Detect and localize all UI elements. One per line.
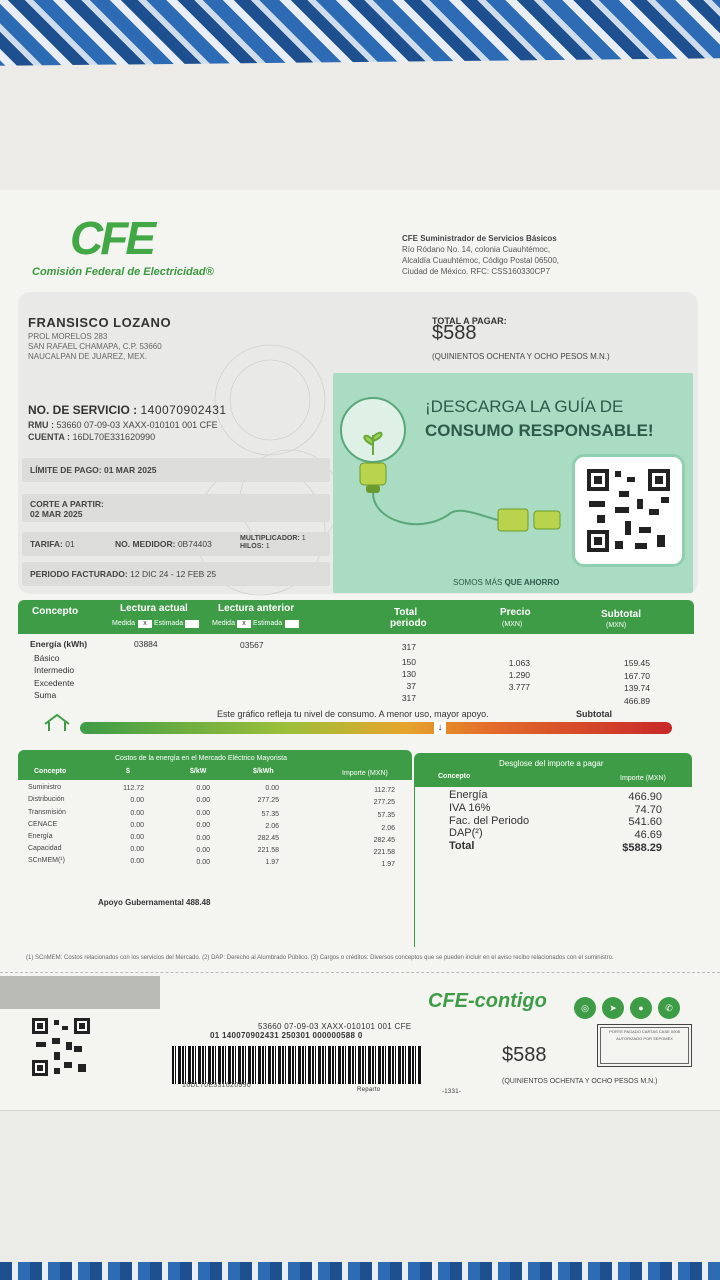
col-lectura-anterior: Lectura anterior <box>218 603 295 614</box>
postage-stamp <box>597 1024 692 1067</box>
consumption-message: Este gráfico refleja tu nivel de consumo. A menor uso, mayor apoyo. <box>217 709 489 719</box>
periodo <box>30 569 216 579</box>
promo-line-1: ¡DESCARGA LA GUÍA DE <box>425 397 624 416</box>
multiplicador <box>240 535 306 551</box>
postage-stamp-text: PORTE PAGADO CARTAS CASE 0008 AUTORIZADO POR SEPOMEX <box>600 1027 689 1064</box>
hilos-label: HILOS: <box>240 543 264 550</box>
actual-medida: Medida <box>112 620 135 627</box>
service-number-label: NO. DE SERVICIO : <box>28 403 138 417</box>
col-lectura-actual: Lectura actual <box>120 603 188 614</box>
stub-total-amount: $588 <box>502 1044 547 1066</box>
web-icon[interactable]: ◎ <box>574 997 596 1019</box>
bill-lower-fold <box>0 1110 720 1262</box>
supplier-address-1: Río Ródano No. 14, colonia Cuauhtémoc, <box>402 245 551 254</box>
row-precio: 1.063 <box>508 658 530 668</box>
costs-col-kw: $/kW <box>190 768 207 775</box>
cost-row-concepto: Energía <box>28 833 53 840</box>
cost-row-importe: 221.58 <box>373 849 395 856</box>
actual-medida-check: x <box>138 620 152 628</box>
row-subtotal: 139.74 <box>624 683 650 693</box>
hilos-value: 1 <box>265 543 270 550</box>
cost-row-kwh: 221.58 <box>257 847 279 854</box>
telegram-icon[interactable]: ➤ <box>602 997 624 1019</box>
cost-row-kwh: 0.00 <box>265 785 279 792</box>
tear-line <box>0 972 720 973</box>
desglose-divider <box>414 787 415 947</box>
cuenta-label: CUENTA : <box>28 432 70 442</box>
stub-qr-code-icon <box>30 1016 92 1078</box>
medidor-value: 0B74403 <box>177 539 212 549</box>
desglose-col-concepto: Concepto <box>438 773 471 780</box>
total-amount: $588 <box>432 322 477 344</box>
cost-row-pesos: 112.72 <box>123 785 144 792</box>
supplier-info <box>402 233 612 277</box>
cost-row-importe: 57.35 <box>377 812 395 819</box>
customer-name: FRANSISCO LOZANO <box>28 315 172 330</box>
costs-col-pesos: $ <box>126 768 130 775</box>
cost-row-kwh: 277.25 <box>257 797 279 804</box>
desglose-row-label: IVA 16% <box>449 802 491 814</box>
apoyo-gubernamental: Apoyo Gubernamental 488.48 <box>98 898 211 907</box>
supplier-address-3: Ciudad de México. RFC: CSS160330CP7 <box>402 267 551 276</box>
cost-row-kwh: 1.97 <box>265 859 279 866</box>
tarifa <box>30 539 75 549</box>
lectura-anterior-value: 03567 <box>240 640 264 650</box>
corte-date: 02 MAR 2025 <box>30 509 83 519</box>
cost-row-concepto: Suministro <box>28 784 62 791</box>
reparto-label: Reparto <box>357 1087 381 1093</box>
customer-address-1: PROL MORELOS 283 <box>28 332 108 341</box>
house-icon <box>42 712 72 734</box>
tarifa-label: TARIFA: <box>30 539 63 549</box>
total-label: TOTAL A PAGAR: <box>432 316 507 326</box>
desglose-row-value: 466.90 <box>628 791 662 803</box>
anterior-medida-check: x <box>237 620 251 628</box>
actual-estimada-check <box>185 620 199 628</box>
row-total: 150 <box>401 657 416 667</box>
cost-row-importe: 277.25 <box>373 799 395 806</box>
cfe-contigo-logo: CFE-contigo <box>428 990 547 1012</box>
stub-rmu-line: 53660 07-09-03 XAXX-010101 001 CFE <box>258 1022 412 1031</box>
row-subtotal: 167.70 <box>624 671 650 681</box>
cost-row-concepto: CENACE <box>28 821 58 828</box>
col-precio-mxn: (MXN) <box>502 621 523 628</box>
promo-footer-a: SOMOS MÁS <box>453 578 505 587</box>
cost-row-concepto: Distribución <box>28 796 65 803</box>
promo-footer-b: QUE AHORRO <box>504 578 560 587</box>
lectura-actual-value: 03884 <box>134 639 158 649</box>
customer-address <box>28 332 162 362</box>
anterior-estimada: Estimada <box>253 620 283 627</box>
desglose-row-label: Fac. del Periodo <box>449 815 530 827</box>
desglose-row-label: Energía <box>449 789 488 801</box>
cfe-logo: CFE <box>70 212 153 264</box>
rmu-value: 53660 07-09-03 XAXX-010101 001 CFE <box>56 420 218 430</box>
tablecloth-background-bottom <box>0 1262 720 1280</box>
qr-code-icon <box>575 457 682 564</box>
cuenta-value: 16DL70E331620990 <box>72 432 156 442</box>
anterior-estimada-check <box>285 620 299 628</box>
rmu-label: RMU : <box>28 420 54 430</box>
payment-barcode <box>172 1046 422 1084</box>
col-subtotal: Subtotal <box>601 609 641 620</box>
periodo-label: PERIODO FACTURADO: <box>30 569 128 579</box>
row-label: Suma <box>34 690 57 700</box>
service-number <box>28 403 227 417</box>
periodo-value: 12 DIC 24 - 12 FEB 25 <box>130 569 217 579</box>
cost-row-importe: 2.06 <box>381 825 395 832</box>
medidor-label: NO. MEDIDOR: <box>115 539 176 549</box>
cost-row-pesos: 0.00 <box>130 834 144 841</box>
desglose-row-value: 541.60 <box>628 816 662 828</box>
costs-col-importe: Importe (MXN) <box>342 770 388 777</box>
cost-row-kw: 0.00 <box>196 785 210 792</box>
customer-address-2: SAN RAFAEL CHAMAPA, C.P. 53660 <box>28 342 162 351</box>
row-label: Intermedio <box>34 665 75 675</box>
cost-row-kw: 0.00 <box>196 847 210 854</box>
tarifa-value: 01 <box>65 539 75 549</box>
cfe-logo-subtitle: Comisión Federal de Electricidad® <box>32 266 214 278</box>
supplier-name: CFE Suministrador de Servicios Básicos <box>402 234 557 243</box>
cost-row-importe: 282.45 <box>373 837 395 844</box>
desglose-row-label: DAP(²) <box>449 827 483 839</box>
subtotal-label: Subtotal <box>576 709 612 719</box>
customer-address-3: NAUCALPAN DE JUAREZ, MEX. <box>28 352 147 361</box>
costs-col-kwh: $/kWh <box>253 768 274 775</box>
cost-row-concepto: Transmisión <box>28 809 66 816</box>
promo-qr-code[interactable] <box>572 454 685 567</box>
cost-row-pesos: 0.00 <box>130 822 144 829</box>
cost-row-pesos: 0.00 <box>130 846 144 853</box>
cost-row-concepto: Capacidad <box>28 845 62 852</box>
actual-estimada: Estimada <box>154 620 184 627</box>
row-precio: 1.290 <box>508 670 530 680</box>
row-subtotal: 466.89 <box>624 696 650 706</box>
cost-row-pesos: 0.00 <box>130 797 144 804</box>
footnote: (1) SCnMEM: Costos relacionados con los servicios del Mercado. (2) DAP: Derecho al Alumbrado Público. (3) Cargos o créditos: Diversos conceptos que se pueden incluir en el aviso recibo relacionados con el suministro. <box>26 955 614 961</box>
col-precio: Precio <box>500 607 531 618</box>
cost-row-importe: 1.97 <box>381 861 395 868</box>
total-words: (QUINIENTOS OCHENTA Y OCHO PESOS M.N.) <box>432 352 610 361</box>
desglose-total-value: $588.29 <box>622 842 662 854</box>
row-label: Básico <box>34 653 60 663</box>
cost-row-kw: 0.00 <box>196 797 210 804</box>
barcode-caption: 16DL70E331620990 <box>182 1082 252 1089</box>
multiplicador-value: 1 <box>301 535 306 542</box>
energia-total-value: 317 <box>401 642 416 652</box>
stub-total-words: (QUINIENTOS OCHENTA Y OCHO PESOS M.N.) <box>502 1078 658 1085</box>
paper-back-sheet <box>0 58 720 201</box>
page-code: -1331- <box>442 1089 462 1095</box>
row-total: 317 <box>401 693 416 703</box>
cost-row-importe: 112.72 <box>374 787 395 794</box>
desglose-row-value: 46.69 <box>634 829 662 841</box>
row-label: Excedente <box>34 678 75 688</box>
corte-label: CORTE A PARTIR: <box>30 499 104 509</box>
limite-pago: LÍMITE DE PAGO: 01 MAR 2025 <box>30 465 157 475</box>
cost-row-kw: 0.00 <box>196 835 210 842</box>
col-concepto: Concepto <box>32 606 79 617</box>
supplier-address-2: Alcaldía Cuauhtémoc, Código Postal 06500, <box>402 256 559 265</box>
medidor <box>115 539 212 549</box>
rmu-cuenta-block <box>28 419 218 443</box>
promo-line-2: CONSUMO RESPONSABLE! <box>425 421 654 440</box>
costs-col-concepto: Concepto <box>34 768 67 775</box>
col-subtotal-mxn: (MXN) <box>606 622 627 629</box>
cost-row-kwh: 2.06 <box>265 823 279 830</box>
cost-row-kw: 0.00 <box>196 810 210 817</box>
app-icon[interactable]: ● <box>630 997 652 1019</box>
col-total: Total <box>394 607 418 618</box>
whatsapp-icon[interactable]: ✆ <box>658 997 680 1019</box>
cost-row-kwh: 57.35 <box>261 811 279 818</box>
anterior-medida: Medida <box>212 620 235 627</box>
service-number-value: 140070902431 <box>140 403 227 417</box>
desglose-title: Desglose del importe a pagar <box>499 759 604 768</box>
cost-row-pesos: 0.00 <box>130 810 144 817</box>
stub-code-line: 01 140070902431 250301 000000588 0 <box>210 1031 363 1040</box>
cost-row-kwh: 282.45 <box>257 835 279 842</box>
cost-row-pesos: 0.00 <box>130 858 144 865</box>
desglose-row-value: 74.70 <box>634 804 662 816</box>
desglose-col-importe: Importe (MXN) <box>620 775 666 782</box>
row-subtotal: 159.45 <box>624 658 650 668</box>
row-total: 37 <box>406 681 416 691</box>
promo-footer <box>453 578 559 587</box>
multiplicador-label: MULTIPLICADOR: <box>240 535 300 542</box>
col-periodo: periodo <box>390 618 427 629</box>
desglose-total-label: Total <box>449 840 475 852</box>
costs-title: Costos de la energía en el Mercado Eléctrico Mayorista <box>115 755 287 762</box>
stub-gray-strip <box>0 976 160 1009</box>
cost-row-concepto: SCnMEM(¹) <box>28 857 65 864</box>
cost-row-kw: 0.00 <box>196 859 210 866</box>
consumption-scale-bar <box>80 722 672 734</box>
row-precio: 3.777 <box>508 682 530 692</box>
energia-label: Energía (kWh) <box>30 639 88 649</box>
row-total: 130 <box>401 669 416 679</box>
consumption-marker-icon: ↓ <box>434 722 446 734</box>
cost-row-kw: 0.00 <box>196 822 210 829</box>
